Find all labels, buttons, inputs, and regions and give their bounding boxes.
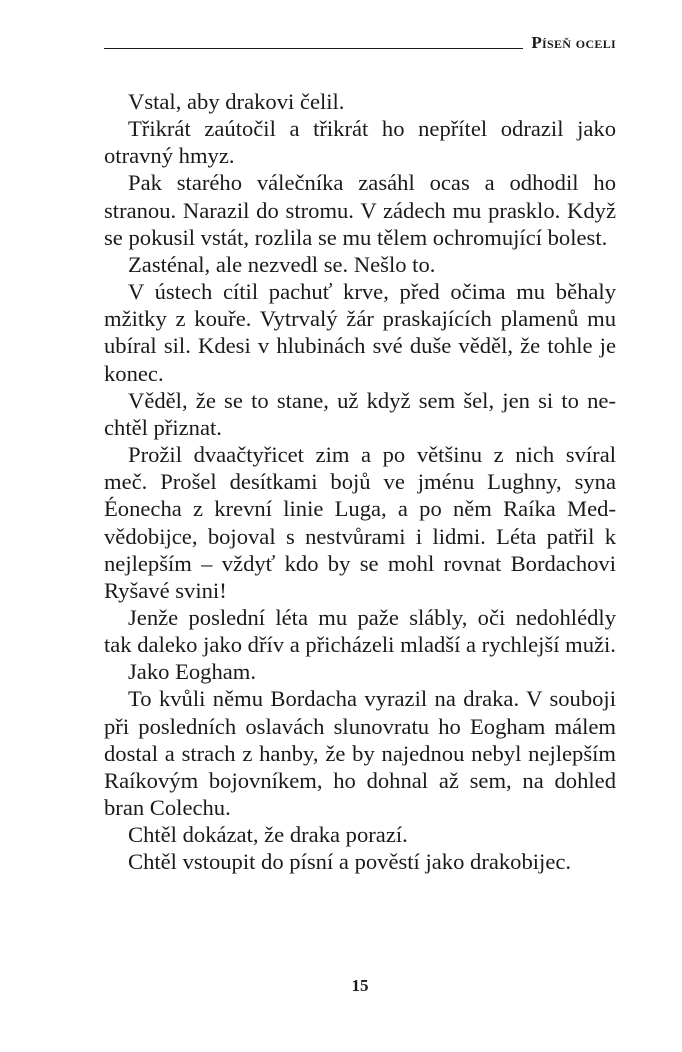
paragraph: To kvůli němu Bordacha vyrazil na draka. V souboji při posledních oslavách slunovratu ho Eogham málem dostal a strach z hanby, že by najednou nebyl nejlepším Raíkovým bojovníkem, ho dohnal až sem, na dohled bran Colechu. (104, 686, 616, 821)
paragraph: V ústech cítil pachuť krve, před očima mu běhaly mžitky z kouře. Vytrvalý žár praskajících plamenů mu ubíral sil. Kdesi v hlubinách své duše věděl, že tohle je konec. (104, 279, 616, 386)
paragraph: Vstal, aby drakovi čelil. (128, 89, 345, 114)
header-title: Píseň oceli (531, 33, 616, 52)
header-rule (104, 48, 523, 49)
paragraph: Pak starého válečníka zasáhl ocas a odhodil ho stranou. Narazil do stromu. V zádech mu prasklo. Když se pokusil vstát, rozlila se mu tělem ochromující bolest. (104, 170, 616, 250)
paragraph: Chtěl dokázat, že draka porazí. (128, 822, 408, 848)
paragraph: Prožil dvaačtyřicet zim a po většinu z nich svíral meč. Prošel desítkami bojů ve jménu Lughny, syna Éonecha z krevní linie Luga, a po něm Raíka Medvědobijce, bojoval s nestvůrami i lidmi. Léta patřil k nejlepším – vždyť kdo by se mohl rovnat Bordachovi Ryšavé svini! (104, 442, 616, 603)
paragraph: Zasténal, ale nezvedl se. Nešlo to. (128, 251, 436, 277)
running-header (104, 30, 616, 56)
paragraph: Chtěl vstoupit do písní a pověstí jako drakobijec. (128, 849, 572, 875)
body-text (104, 88, 616, 876)
paragraph: Jenže poslední léta mu paže slábly, oči nedohlédly tak daleko jako dřív a přicházeli mladší a rychlejší muži. (104, 604, 616, 658)
paragraph: Třikrát zaútočil a třikrát ho nepřítel odrazil jako otravný hmyz. (104, 116, 616, 169)
paragraph: Věděl, že se to stane, už když sem šel, jen si to nechtěl přiznat. (104, 387, 616, 440)
paragraph: Jako Eogham. (128, 659, 257, 685)
page-number: 15 (351, 976, 369, 995)
